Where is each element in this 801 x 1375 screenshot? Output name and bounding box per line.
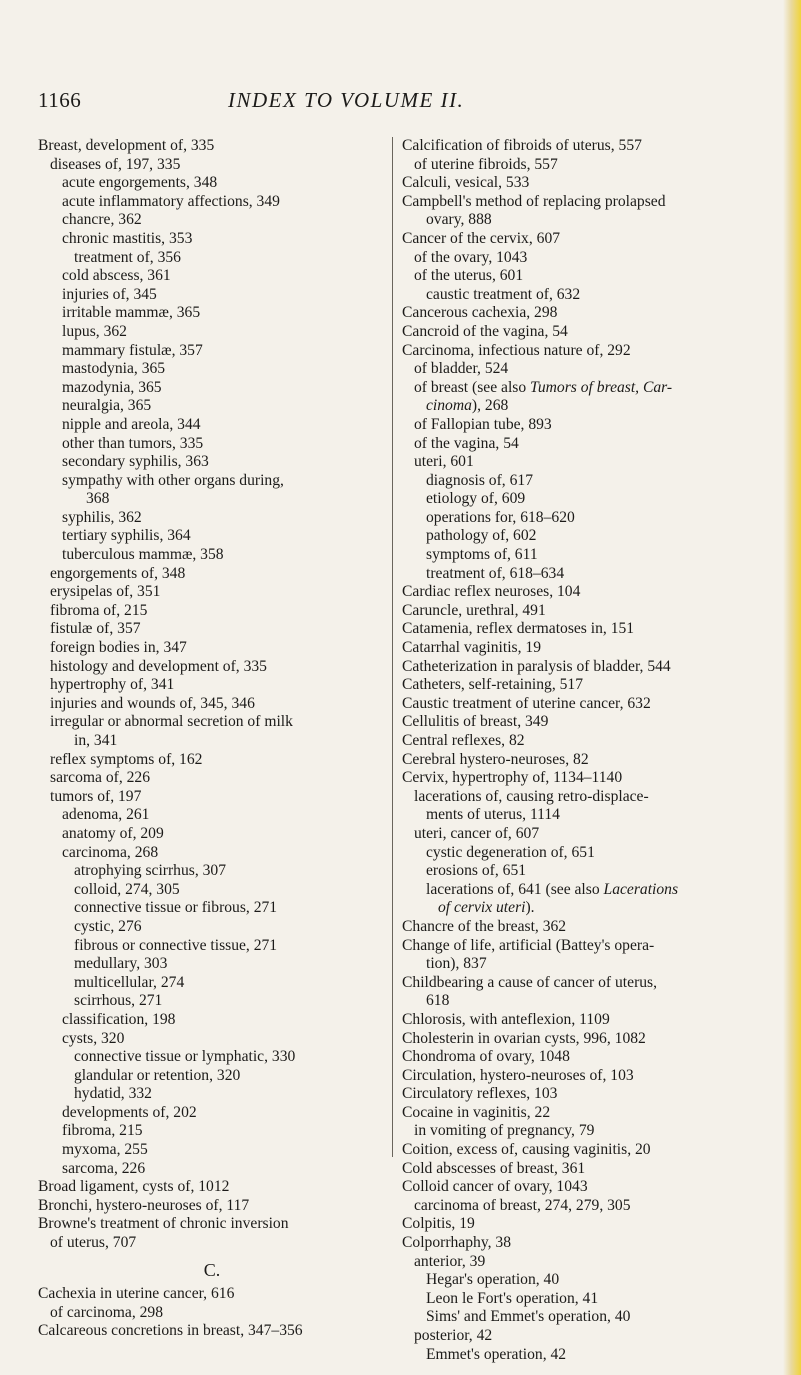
index-entry: Circulation, hystero-neuroses of, 103 [402,1066,634,1084]
page-edge [783,0,801,1375]
index-subentry: in, 341 [74,732,118,749]
index-subentry: of the ovary, 1043 [414,248,528,266]
index-subentry: of uterine fibroids, 557 [414,155,558,173]
index-subentry: fibroma of, 215 [50,601,148,619]
index-entry: Colpitis, 19 [402,1215,475,1233]
index-subentry: operations for, 618–620 [426,508,575,526]
index-entry: Cancer of the cervix, 607 [402,229,561,247]
index-subentry: histology and development of, 335 [50,657,267,675]
index-entry: Carcinoma, infectious nature of, 292 [402,341,631,359]
entry-text: of breast (see also [414,378,531,396]
index-subentry: ovary, 888 [426,211,492,229]
index-subentry: 618 [426,992,450,1010]
index-entry: Cancroid of the vagina, 54 [402,322,568,340]
index-subentry: lacerations of, causing retro-displace- [414,787,649,805]
index-entry: Bronchi, hystero-neuroses of, 117 [38,1196,250,1214]
index-entry: Central reflexes, 82 [402,732,525,749]
index-entry: Catamenia, reflex dermatoses in, 151 [402,620,635,638]
section-letter: C. [203,1259,221,1280]
index-subentry: connective tissue or lymphatic, 330 [74,1048,296,1066]
index-subentry: scirrhous, 271 [74,992,163,1010]
index-entry: Catarrhal vaginitis, 19 [402,639,542,657]
index-subentry: cysts, 320 [62,1029,125,1047]
index-subentry: secondary syphilis, 363 [62,453,209,471]
index-entry: Coition, excess of, causing vaginitis, 20 [402,1141,651,1159]
index-subentry: medullary, 303 [74,955,168,973]
index-subentry: caustic treatment of, 632 [426,285,581,303]
index-subentry: etiology of, 609 [426,490,526,508]
index-subentry: Leon le Fort's operation, 41 [426,1289,599,1307]
index-subentry: other than tumors, 335 [62,434,204,452]
index-subentry: carcinoma of breast, 274, 279, 305 [414,1196,631,1214]
index-subentry: mammary fistulæ, 357 [62,341,203,359]
index-entry: Cholesterin in ovarian cysts, 996, 1082 [402,1029,646,1047]
index-subentry: lupus, 362 [62,322,127,340]
index-subentry: Emmet's operation, 42 [426,1345,567,1363]
index-subentry: treatment of, 356 [74,248,181,266]
index-entry: Chondroma of ovary, 1048 [402,1048,570,1066]
index-subentry: hypertrophy of, 341 [50,676,175,694]
index-subentry: anatomy of, 209 [62,824,164,842]
entry-text-after: ), 268 [471,397,509,415]
entry-italic-text: of cervix uteri [438,899,526,917]
index-subentry: mazodynia, 365 [62,378,162,396]
index-entry: Cancerous cachexia, 298 [402,304,558,322]
entry-text: lacerations of, 641 (see also [426,880,604,898]
index-subentry: diseases of, 197, 335 [50,155,181,173]
index-entry: Calcareous concretions in breast, 347–356 [38,1322,303,1340]
index-subentry: foreign bodies in, 347 [50,639,187,657]
index-entry: Browne's treatment of chronic inversion [38,1215,289,1233]
index-subentry: of bladder, 524 [414,360,509,378]
index-subentry: adenoma, 261 [62,806,150,824]
index-subentry: of Fallopian tube, 893 [414,415,552,433]
index-subentry: tumors of, 197 [50,787,142,805]
index-subentry: of uterus, 707 [50,1234,137,1252]
index-subentry: anterior, 39 [414,1252,486,1270]
index-entry: Calcification of fibroids of uterus, 557 [402,137,642,154]
index-entry: Cellulitis of breast, 349 [402,713,549,731]
index-entry: Chlorosis, with anteflexion, 1109 [402,1010,610,1028]
index-subentry [402,881,772,900]
index-subentry: syphilis, 362 [62,508,142,526]
index-subentry: hydatid, 332 [74,1085,152,1103]
index-subentry: acute engorgements, 348 [62,174,218,192]
index-subentry: multicellular, 274 [74,973,185,991]
index-entry: Campbell's method of replacing prolapsed [402,192,666,210]
index-subentry: diagnosis of, 617 [426,471,533,489]
index-subentry: sarcoma of, 226 [50,769,151,787]
index-entry: Chancre of the breast, 362 [402,917,567,935]
index-subentry: mastodynia, 365 [62,360,166,378]
index-subentry: tertiary syphilis, 364 [62,527,191,545]
index-column-left [38,137,386,1341]
index-subentry: sympathy with other organs during, [62,471,284,489]
index-entry: Cerebral hystero-neuroses, 82 [402,750,589,768]
index-subentry: acute inflammatory affections, 349 [62,192,280,210]
index-subentry: myxoma, 255 [62,1141,148,1159]
index-subentry: tuberculous mammæ, 358 [62,546,224,564]
index-entry: Broad ligament, cysts of, 1012 [38,1178,230,1196]
index-subentry: chancre, 362 [62,211,142,229]
index-entry: Change of life, artificial (Battey's opera- [402,936,655,954]
index-subentry: of carcinoma, 298 [50,1303,164,1321]
index-subentry: of the uterus, 601 [414,267,524,285]
entry-italic-text: Tumors of breast, Car- [530,378,673,396]
index-subentry: of the vagina, 54 [414,434,519,452]
entry-italic-text: cinoma [426,397,472,415]
running-title: INDEX TO VOLUME II. [228,88,465,112]
index-subentry: connective tissue or fibrous, 271 [74,899,278,917]
index-subentry: cold abscess, 361 [62,267,171,285]
index-subentry: sarcoma, 226 [62,1159,146,1177]
index-subentry: developments of, 202 [62,1103,197,1121]
index-subentry: Hegar's operation, 40 [426,1271,560,1289]
index-entry: Childbearing a cause of cancer of uterus, [402,973,658,991]
index-entry: Breast, development of, 335 [38,137,215,154]
index-subentry [402,397,772,416]
index-subentry: treatment of, 618–634 [426,564,565,582]
entry-text-after: ). [525,899,535,917]
index-entry: Cardiac reflex neuroses, 104 [402,583,581,601]
index-entry: Cold abscesses of breast, 361 [402,1159,586,1177]
index-subentry: uteri, cancer of, 607 [414,824,540,842]
index-subentry: atrophying scirrhus, 307 [74,862,227,880]
index-subentry: glandular or retention, 320 [74,1066,241,1084]
index-subentry: cystic, 276 [74,917,142,935]
index-subentry: injuries and wounds of, 345, 346 [50,694,255,712]
index-entry: Cervix, hypertrophy of, 1134–1140 [402,769,623,787]
index-subentry: 368 [86,490,110,508]
index-subentry [402,899,772,918]
index-subentry: pathology of, 602 [426,527,537,545]
index-entry: Caustic treatment of uterine cancer, 632 [402,694,651,712]
index-entry: Caruncle, urethral, 491 [402,601,546,619]
page-header [0,88,801,118]
index-subentry: carcinoma, 268 [62,843,159,861]
index-entry: Calculi, vesical, 533 [402,174,530,192]
index-subentry: posterior, 42 [414,1327,493,1344]
index-entry: Circulatory reflexes, 103 [402,1085,558,1103]
index-entry: Colloid cancer of ovary, 1043 [402,1178,588,1196]
index-subentry: erosions of, 651 [426,862,527,880]
index-subentry: symptoms of, 611 [426,546,538,564]
entry-italic-text: Lacerations [603,880,679,898]
index-subentry: reflex symptoms of, 162 [50,750,203,768]
index-subentry: fistulæ of, 357 [50,620,141,638]
index-subentry: uteri, 601 [414,453,474,471]
index-subentry: Sims' and Emmet's operation, 40 [426,1308,631,1326]
index-subentry: ments of uterus, 1114 [426,806,560,824]
index-subentry: irritable mammæ, 365 [62,304,201,322]
index-entry: Cachexia in uterine cancer, 616 [38,1285,235,1303]
index-entry: Catheters, self-retaining, 517 [402,676,584,694]
index-subentry: colloid, 274, 305 [74,880,180,898]
index-column-right [392,137,772,1363]
page-number: 1166 [38,88,82,112]
index-entry: Catheterization in paralysis of bladder, 544 [402,657,671,675]
index-entry: Cocaine in vaginitis, 22 [402,1103,551,1121]
index-subentry: fibrous or connective tissue, 271 [74,936,278,954]
index-subentry: neuralgia, 365 [62,397,152,415]
index-subentry: engorgements of, 348 [50,564,186,582]
index-subentry: tion), 837 [426,955,487,973]
index-subentry: nipple and areola, 344 [62,415,201,433]
index-subentry: classification, 198 [62,1010,176,1028]
index-subentry [402,379,772,398]
index-subentry: chronic mastitis, 353 [62,229,193,247]
index-entry: Colporrhaphy, 38 [402,1234,511,1252]
index-subentry: cystic degeneration of, 651 [426,843,595,861]
index-subentry: injuries of, 345 [62,285,157,303]
index-subentry: fibroma, 215 [62,1122,143,1140]
index-subentry: in vomiting of pregnancy, 79 [414,1122,595,1140]
index-subentry: irregular or abnormal secretion of milk [50,713,293,731]
index-subentry: erysipelas of, 351 [50,583,161,601]
